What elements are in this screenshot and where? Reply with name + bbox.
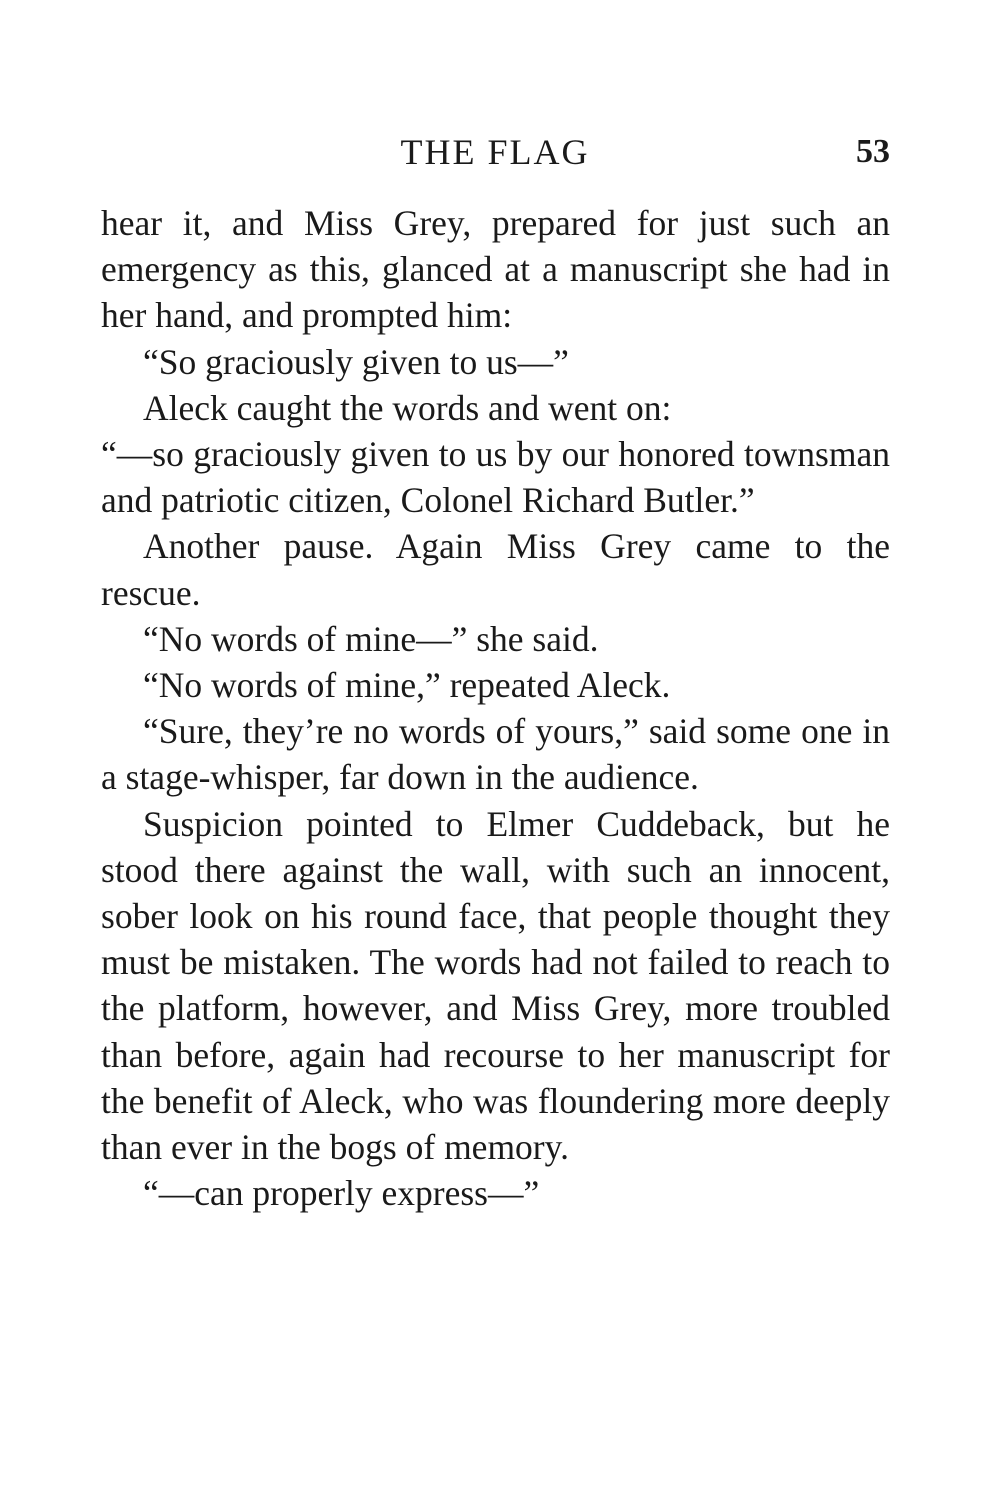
paragraph: “No words of mine,” repeated Aleck. bbox=[143, 665, 671, 706]
body-text bbox=[101, 200, 890, 1216]
page-number: 53 bbox=[856, 133, 890, 170]
paragraph: Aleck caught the words and went on: bbox=[143, 387, 672, 428]
paragraph: “—so graciously given to us by our honored townsman and patriotic citizen, Colonel Richard Butler.” bbox=[101, 434, 890, 521]
running-head bbox=[100, 130, 890, 180]
paragraph: Suspicion pointed to Elmer Cuddeback, but he stood there against the wall, with such an innocent, sober look on his round face, that people thought they must be mistaken. The words had not failed to reach to the platform, however, and Miss Grey, more troubled than before, again had recourse to her manuscript for the benefit of Aleck, who was floundering more deeply than ever in the bogs of memory. bbox=[101, 803, 890, 1168]
paragraph: hear it, and Miss Grey, prepared for just such an emergency as this, glanced at a manuscript she had in her hand, and prompted him: bbox=[101, 203, 890, 336]
paragraph: “So graciously given to us—” bbox=[143, 341, 569, 382]
paragraph: Another pause. Again Miss Grey came to the rescue. bbox=[101, 526, 890, 613]
running-title: THE FLAG bbox=[400, 132, 590, 172]
paragraph: “Sure, they’re no words of yours,” said some one in a stage-whisper, far down in the audience. bbox=[101, 711, 890, 798]
paragraph: “No words of mine—” she said. bbox=[143, 618, 599, 659]
paragraph: “—can properly express—” bbox=[143, 1173, 540, 1214]
